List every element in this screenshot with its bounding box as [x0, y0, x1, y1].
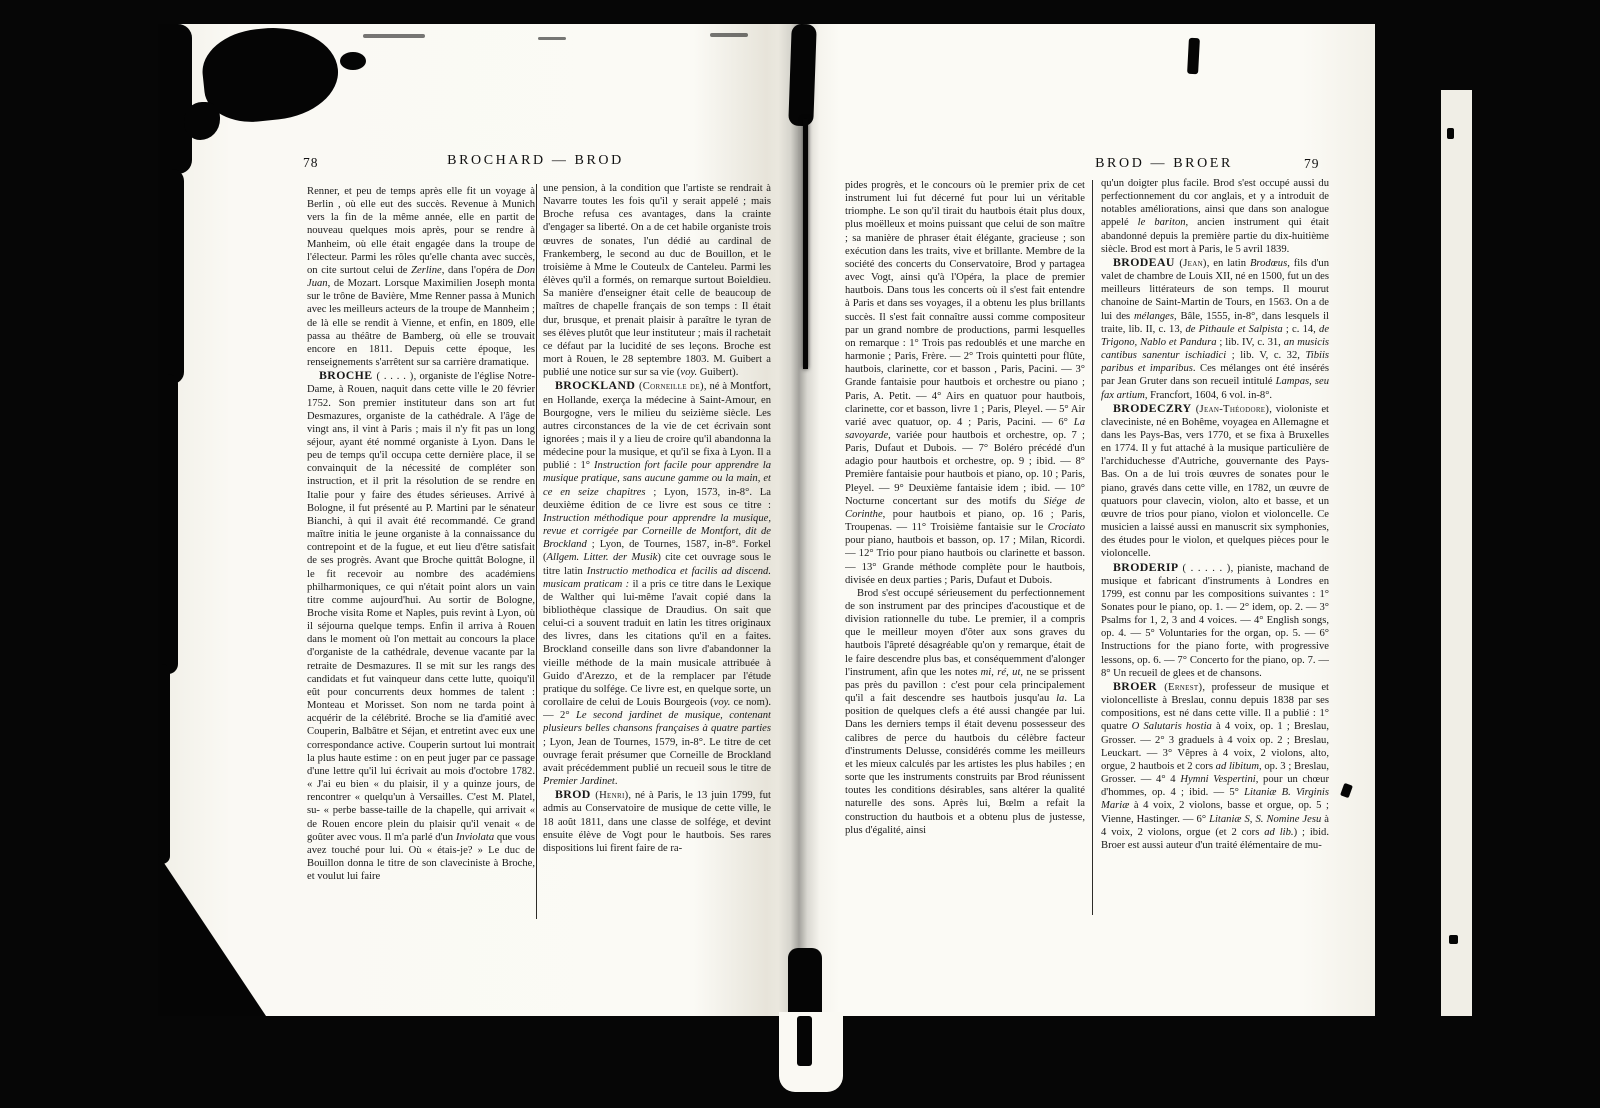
book-gutter-shadow	[778, 24, 820, 1016]
italic-run: Brodœus	[1249, 257, 1288, 269]
gutter-crease-line	[803, 119, 808, 369]
italic-run: Instruction fort facile pour apprendre la musique pratique, sans aucune gamme ou la main, et ce en seize chapitres	[543, 460, 771, 498]
text-run: ; Lyon, 1573, in-8°. La deuxième édition de ce livre est sous ce titre :	[543, 486, 771, 511]
column-divider-right-page	[1092, 180, 1093, 915]
text-run: ) ; ibid. Broer est aussi auteur d'un traité élémentaire de mu-	[1101, 826, 1329, 851]
entry-qualifier: ( . . . . )	[376, 371, 414, 383]
entry-name: BROD	[555, 787, 596, 802]
text-run: , op. 3 ; Breslau, Grosser. — 4° 4	[1101, 760, 1329, 786]
text-run: il a pris ce titre dans le Lexique de Walther qui lui-même l'avait copié dans la bibliothèque classique de Draudius. On sait que celui-ci a souvent traduit en latin les titres originaux des livres, dans les citations qu'il en a faites. Brockland conseille dans son livre d'abandonner la vieille méthode de la main musicale attribuée à Guido d'Arezzo, et de la remplacer par l'étude pratique du solfége. Ce livre est, en quelque sorte, un corollaire de celui de Louis Bourgeois (	[543, 578, 771, 709]
italic-run: Instructio methodica et facilis ad discend. musicam praticam :	[543, 565, 771, 590]
ink-speck-right-margin	[1340, 783, 1353, 798]
entry-qualifier: (Jean-Théodore)	[1195, 403, 1270, 415]
text-run: ,	[991, 666, 998, 678]
running-head-right: BROD — BROER	[1095, 156, 1233, 171]
entry-name: BROCHE	[319, 368, 377, 383]
text-run: à 4 voix, 2 violons, orgue (et 2 cors	[1101, 813, 1329, 838]
text-run: Brod s'est occupé sérieusement du perfectionnement de son instrument par des principes d'acoustique et de division rationnelle du tube. Le premier, il a compris que le meilleur moyen d'ôter aux sons graves du hautbois l'âpreté désagréable qu'on y remarque, était de le faire descendre plus bas, et conséquemment d'alonger l'instrument, afin que les notes	[845, 587, 1085, 678]
body-paragraph	[307, 185, 535, 369]
text-run: ; Lyon, de Tournes, 1587, in-8°. Forkel (	[543, 539, 771, 564]
film-strip-speck	[1447, 128, 1454, 139]
dictionary-entry	[1101, 680, 1329, 852]
text-run: , variée pour hautbois et orchestre, op. 7 ; Paris, Dufaut et Dubois. — 7° Boléro précédé d'un adagio pour hautbois et orchestre, op. 9 ; ibid. — 8° Première fantaisie pour hautbois et piano, op. 10 ; Paris, Pleyel. — 9° Deuxième fantaisie idem ; ibid. — 10° Nocturne concertant sur des motifs du	[845, 429, 1085, 507]
text-run: ; lib. IV, c. 31,	[1216, 336, 1284, 348]
entry-name: BRODEAU	[1113, 254, 1180, 269]
entry-name: BRODECZRY	[1113, 400, 1196, 415]
ink-speck	[340, 52, 366, 70]
scan-noise-speck	[538, 37, 566, 40]
text-run: ce nom). — 2°	[543, 697, 771, 722]
italic-run: Lampas, seu fax artium	[1101, 376, 1329, 401]
italic-run: ré	[997, 666, 1007, 678]
scan-film-strip	[1441, 90, 1472, 1016]
italic-run: La savoyarde	[845, 416, 1085, 441]
scan-noise-speck	[363, 34, 425, 38]
italic-run: an musicis cantibus sanentur ischiadici	[1101, 336, 1329, 362]
italic-run: Tibiis paribus et imparibus	[1101, 350, 1329, 375]
text-run: . La position de quelques clefs a été aussi changée par lui. Dans les derniers temps il était devenu possesseur des calibres de perce du hautbois du célèbre facteur d'instruments Delusse, considérés comme les meilleurs et les mieux calculés par les artistes les plus habiles ; en sorte que les instruments construits par Brod réunissent toutes les conditions désirables, sans altérer la qualité naturelle des sons. Après lui, Bœlm a refait la construction du hautbois et a obtenu plus de justesse, plus d'égalité, ainsi	[845, 693, 1085, 836]
scan-artifact-left-edge	[158, 169, 184, 384]
text-run: , fils d'un valet de chambre de Louis XII, né en 1500, fut un des meilleurs littérateurs de son temps. Il mourut chanoine de Saint-Martin de Tours, en 1563. On a de lui des	[1101, 257, 1329, 322]
dictionary-entry	[307, 369, 535, 883]
book-page-spread	[158, 24, 1375, 1016]
entry-qualifier: (Corneille de)	[638, 381, 704, 393]
text-run: , pianiste, machand de musique et fabricant d'instruments à Londres en 1799, est connu par les compositions suivantes : 1° Sonates pour le piano, op. 1. — 2° idem, op. 2. — 3° Psalms for 1, 2, 3 and 4 voices. — 4° English songs, op. 4. — 5° Voluntaries for the organ, op. 5. — 6° Instructions for the piano forte, with progressive lessons, op. 6. — 7° Concerto for the piano, op. 7. — 8° Un recueil de glees et de chansons.	[1101, 562, 1329, 679]
scan-artifact-left-edge	[158, 374, 178, 674]
text-run: Renner, et peu de temps après elle fit un voyage à Berlin , où elle eut des succès. Revenue à Munich vers la fin de la même année, elle en partit de nouveau quelques mois après, pour se rendre à Manheim, où elle était engagée dans la troupe de l'électeur. Parmi les rôles qu'elle chanta avec succès, on cite surtout celui de	[307, 186, 535, 276]
text-run: Guibert).	[697, 367, 739, 379]
text-run: , dans l'opéra de	[441, 264, 517, 276]
text-run: , organiste de l'église Notre-Dame, à Rouen, naquit dans cette ville le 20 février 1752. Son premier instituteur dans son art fut Desmazures, organiste de la cathédrale. A l'âge de vingt ans, il vint à Paris ; mais il n'y fit pas un long séjour, ayant été nommé organiste à Lyon. Dans le peu de temps qu'il occupa cette dernière place, il se convainquit de la nécessité de compléter son instruction, et il prit la résolution de se rendre en Italie pour y faire des études sérieuses. Arrivé à Bologne, il fut présenté au P. Martini par le sénateur Bianchi, à qui il avait été recommandé. Ce grand maître initia le jeune organiste à la connaissance du contrepoint et de la fugue, et eut lieu d'être satisfait de ses progrès. Avant que Broche quittât Bologne, il le fit recevoir au nombre des académiens philharmoniques, ce qui n'était point alors un vain titre comme aujourd'hui. Au sortir de Bologne, Broche visita Rome et Naples, puis revint à Lyon, où il séjourna quelque temps. Enfin il arriva à Rouen dans le moment où l'on mettait au concours la place d'organiste de la cathédrale, devenue vacante par la retraite de Desmazures. Il se mit sur les rangs des candidats et fut vainqueur dans cette lutte, quoiqu'il eût pour concurrents deux hommes de talent : Monteau et Morisset. Son nom ne tarda point à acquérir de la célébrité. Broche se lia d'amitié avec Couperin, Balbâtre et Séjan, et entretint avec eux une correspondance active. Couperin surtout lui montrait la plus haute estime : on en peut juger par ce passage d'une lettre qu'il lui écrivait au mois d'octobre 1782. « J'ai eu bien « du plaisir, il y a quinze jours, de rencontrer « quelqu'un à Versailles. C'est M. Platel, su- « perbe basse-taille de la chapelle, qui arrivait « de Rouen encore plein du plaisir qu'il venait « de goûter avec vous. Il m'a parlé d'un	[307, 371, 535, 843]
entry-name: BRODERIP	[1113, 559, 1183, 574]
text-run: , Bâle, 1555, in-8°, dans lesquels il traite, lib. II, c. 13,	[1101, 310, 1329, 335]
body-paragraph	[543, 182, 771, 379]
italic-run: Litaniæ S, S. Nomine Jesu	[1209, 813, 1322, 825]
italic-run: voy.	[713, 697, 731, 709]
italic-run: ad libitum	[1215, 760, 1259, 772]
text-run: , ne se prissent pas près du pavillon : c'est pour cela principalement qu'il a fait descendre ses hautbois jusqu'au	[845, 666, 1085, 705]
scan-artifact-left-edge	[158, 664, 170, 864]
italic-run: de Pithaule et Salpista	[1185, 323, 1283, 335]
text-run: , professeur de musique et violoncelliste à Breslau, connu depuis 1838 par ses compositions, est né dans cette ville. Il a publié : 1° quatre	[1101, 681, 1329, 733]
italic-run: O Salutaris hostia	[1131, 721, 1212, 733]
text-run: à 4 voix, op. 1 ; Breslau, Grosser. — 2° 3 graduels à 4 voix op. 2 ; Breslau, Leuckart. — 3° Vêpres à 4 voix, 2 violons, alto, orgue, 2 hautbois et 2 cors	[1101, 721, 1329, 772]
text-run: à 4 voix, 2 violons, basse et orgue, op. 5 ; Vienne, Hastinger. — 6°	[1101, 800, 1329, 825]
text-run: que vous avez touché pour lui. Où « étais-je? » Le duc de Bouillon donna le titre de son claveciniste à Broche, et voulut lui faire	[307, 831, 535, 883]
scan-noise-speck	[710, 33, 748, 37]
italic-run: Siége de Corinthe	[845, 495, 1085, 520]
ink-blot	[184, 102, 220, 140]
text-run: une pension, à la condition que l'artiste se rendrait à Navarre toutes les fois qu'il y serait appelé ; mais Broche refusa ces avantages, dans la crainte d'engager sa liberté. On a de cet habile organiste trois œuvres de sonates, l'un dédié au cardinal de Frankemberg, le second au duc de Bouillon, et le troisième à Mme le Couteulx de Canteleu. Parmi les élèves qu'il a formés, on remarque surtout Boieldieu. Sa manière d'enseigner était celle de beaucoup de maîtres de chapelle français de son temps : Il était dur, brusque, et prenait plaisir à paraître le tyran de ses élèves plutôt que leur instituteur ; mais il rachetait ce défaut par la lucidité de ses leçons. Broche est mort à Rouen, le 28 septembre 1803. M. Guibert a publié une notice sur sur sa vie (	[543, 183, 771, 379]
text-run: ; Lyon, Jean de Tournes, 1579, in-8°. Le titre de cet ouvrage ferait présumer que Corneille de Brockland avait précédemment publié un recueil sous le titre de	[543, 736, 771, 774]
entry-qualifier: ( . . . . . )	[1182, 562, 1231, 574]
text-run: .	[614, 776, 618, 788]
italic-run: Litaniæ B. Virginis Mariæ	[1101, 787, 1329, 812]
dictionary-entry	[1101, 402, 1329, 561]
text-run: , né à Montfort, en Hollande, exerça la médecine à Saint-Amour, en Bourgogne, vers le milieu du seizième siècle. Les autres circonstances de la vie de cet écrivain sont ignorées ; mais il y a lieu de croire qu'il abandonna la médecine pour la musique, et qu'il se fixa à Lyon. Il a publié : 1°	[543, 381, 771, 472]
text-run: , ancien instrument qui était abandonné depuis la première partie du dix-huitième siècle. Brod est mort à Paris, le 5 avril 1839.	[1101, 217, 1329, 255]
italic-run: Zerline	[411, 264, 442, 276]
text-run: pour piano, hautbois et basson, op. 17 ; Milan, Ricordi. — 12° Trio pour piano hautbois ou clarinette et basson. — 13° Grande méthode complète pour le hautbois, divisée en deux parties ; Paris, Dufaut et Dubois.	[845, 535, 1085, 586]
italic-run: de Trigono, Nablo et Pandura	[1101, 323, 1329, 348]
text-run: ; c. 14,	[1282, 323, 1320, 335]
text-run: , en latin	[1206, 257, 1250, 269]
italic-run: Hymni Vespertini	[1180, 774, 1256, 786]
column-divider-left-page	[536, 184, 537, 919]
italic-run: la	[1056, 693, 1065, 705]
ink-mark-top-right	[1187, 38, 1200, 75]
page-number-right: 79	[1304, 156, 1320, 171]
entry-qualifier: (Ernest)	[1164, 681, 1203, 693]
text-column-3	[845, 179, 1085, 927]
page-number-left: 78	[303, 155, 319, 170]
body-paragraph	[1101, 177, 1329, 256]
ink-blot-top-left	[199, 21, 343, 127]
text-run: , de Mozart. Lorsque Maximilien Joseph monta sur le trône de Bavière, Mme Renner passa à Munich avec les meilleurs acteurs de la troupe de Mannheim ; de là elle se rendit à Vienne, et enfin, en 1809, elle passa au théâtre de Bamberg, où elle se trouvait encore en 1811. Depuis cette époque, les renseignements s'arrêtent sur sa carrière dramatique.	[307, 278, 535, 369]
italic-run: Le second jardinet de musique, contenant plusieurs belles chansons françaises à quatre parties	[543, 710, 771, 735]
body-paragraph	[845, 587, 1085, 837]
text-run: , pour un chœur d'hommes, op. 4 ; ibid. — 5°	[1101, 774, 1329, 799]
ink-mark-bottom-notch	[797, 1016, 812, 1066]
entry-qualifier: (Jean)	[1179, 257, 1207, 269]
entry-name: BROCKLAND	[555, 378, 639, 393]
text-run: . Ces mélanges ont été insérés par Jean Gruter dans son recueil intitulé	[1101, 363, 1329, 388]
italic-run: Allgem. Litter. der Musik	[546, 552, 658, 564]
entry-qualifier: (Henri)	[595, 790, 629, 802]
entry-name: BROER	[1113, 678, 1165, 693]
text-column-2	[543, 182, 771, 929]
text-column-4	[1101, 177, 1329, 927]
text-column-1	[307, 185, 535, 927]
scan-artifact-left-edge	[158, 24, 192, 174]
italic-run: Crociato	[1047, 522, 1085, 534]
dictionary-entry	[1101, 561, 1329, 680]
gutter-ink-blot-bottom	[788, 948, 822, 1016]
scan-artifact-bottom-left-corner	[158, 854, 266, 1016]
text-run: ,	[1006, 666, 1013, 678]
text-run: , pour hautbois et piano, op. 16 ; Paris, Troupenas. — 11° Troisième fantaisie sur le	[845, 508, 1085, 534]
gutter-ink-blot-top	[788, 24, 817, 127]
film-strip-speck	[1449, 935, 1458, 944]
dictionary-entry	[543, 788, 771, 855]
italic-run: voy.	[680, 367, 698, 379]
text-run: , violoniste et claveciniste, né en Bohême, voyagea en Allemagne et dans les Pays-Bas, vers 1770, et se fixa à Bruxelles en 1774. Il y fut attaché à la musique particulière de l'archiduchesse d'Autriche, gouvernante des Pays-Bas. On a de lui trois œuvres de sonates pour le piano, gravés dans cette ville, en 1782, un œuvre de quatuors pour clavecin, violon, alto et basse, et un œuvre de trios pour piano, violon et violoncelle. Ce musicien a laissé aussi en manuscrit six symphonies, des études pour le violon, et quelques pièces pour le violoncelle.	[1101, 403, 1329, 560]
running-head-left: BROCHARD — BROD	[447, 153, 624, 168]
italic-run: ad lib.	[1264, 826, 1294, 838]
italic-run: ut	[1012, 666, 1021, 678]
italic-run: Premier Jardinet	[543, 776, 615, 788]
text-run: , né à Paris, le 13 juin 1799, fut admis au Conservatoire de musique de cette ville, le 18 août 1811, dans une classe de solfége, et devint ensuite élève de Vogt pour le hautbois. Ses rares dispositions lui firent faire de ra-	[543, 790, 771, 854]
italic-run: le bariton	[1137, 217, 1186, 229]
text-run: pides progrès, et le concours où le premier prix de cet instrument lui fut décerné fut pour lui un véritable triomphe. Le son qu'il tirait du hautbois était plus doux, plus moëlleux et moins puissant que celui de son maître ; sa manière de phraser était élégante, gracieuse ; son exécution dans les traits, vive et brillante. Membre de la société des concerts du Conservatoire, Brod y partagea avec Vogt, ainsi qu'à l'Opéra, la place de premier hautbois. Dans tous les concerts où il s'est fait entendre à Paris et dans ses voyages, il a obtenu les plus brillants succès. Il s'est fait connaître aussi comme compositeur par un grand nombre de productions, parmi lesquelles on remarque : 1° Trois pas redoublés et une marche en harmonie ; Paris, Frère. — 2° Trois quintetti pour flûte, hautbois, clarinette, cor et basson , Paris, Pacini. — 3° Grande fantaisie pour hautbois et orchestre ou piano ; Paris, A. Petit. — 4° Airs en quatuor pour hautbois, clarinette, cor et basson, livre 1 ; Paris, Pleyel. — 5° Air varié avec quatuor, op. 4 ; Paris, Pacini. — 6°	[845, 180, 1085, 428]
italic-run: mélanges	[1134, 310, 1175, 322]
text-run: ) cite cet ouvrage sous le titre latin	[543, 552, 771, 577]
italic-run: Don Juan	[307, 264, 535, 290]
italic-run: Inviolata	[455, 831, 495, 843]
text-run: ; lib. V, c. 32,	[1226, 350, 1306, 362]
italic-run: mi	[980, 666, 992, 678]
dictionary-entry	[1101, 256, 1329, 402]
text-run: , Francfort, 1604, 6 vol. in-8°.	[1144, 389, 1273, 401]
italic-run: Instruction méthodique pour apprendre la musique, revue et corrigée par Corneille de Montfort, dit de Brockland	[543, 512, 771, 551]
text-run: qu'un doigter plus facile. Brod s'est occupé aussi du perfectionnement du cor anglais, et y a introduit de notables améliorations, ainsi que dans son analogue appelé	[1101, 178, 1329, 229]
dictionary-entry	[543, 379, 771, 788]
body-paragraph	[845, 179, 1085, 587]
